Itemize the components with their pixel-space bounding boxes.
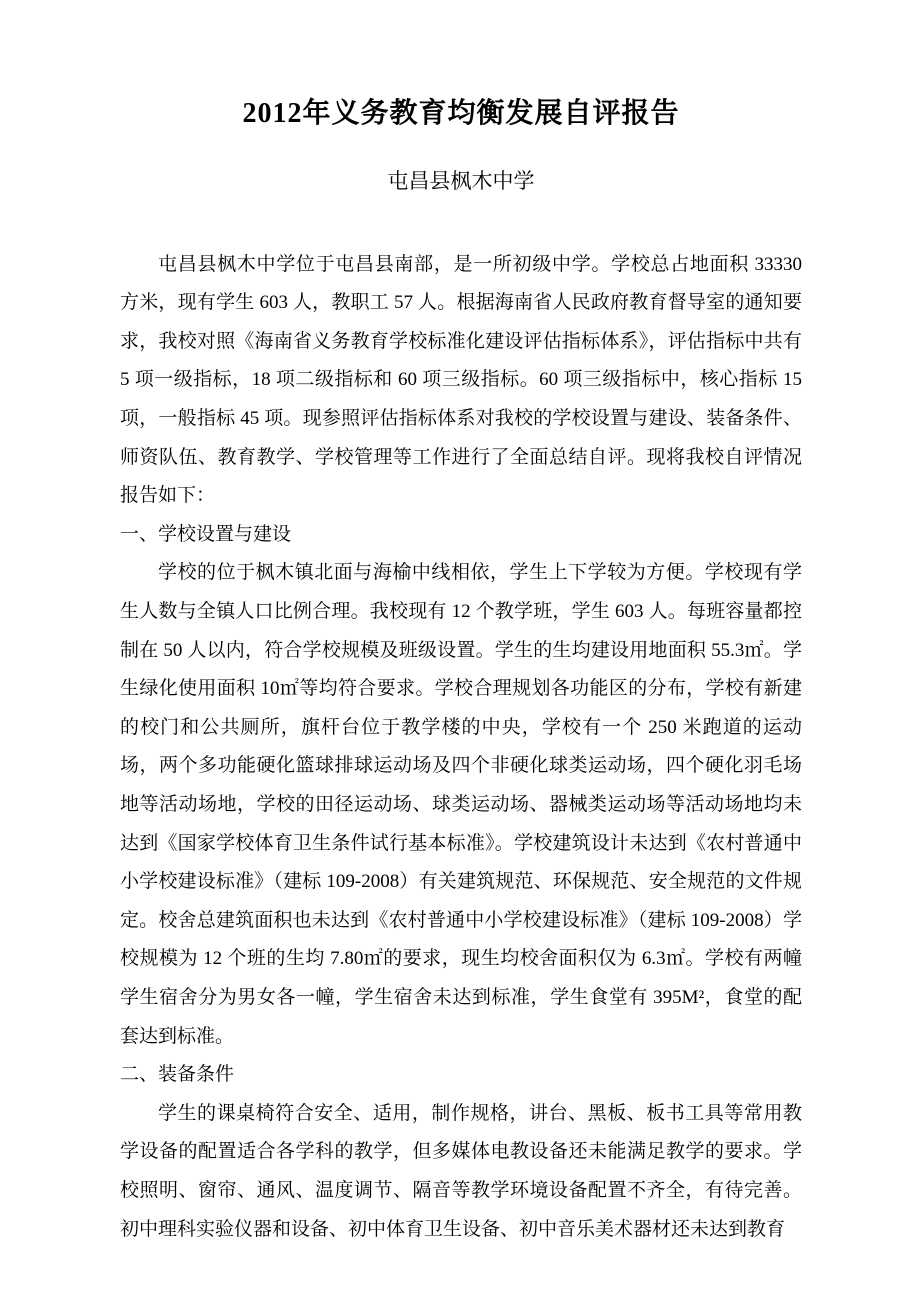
document-subtitle: 屯昌县枫木中学 <box>387 169 535 194</box>
section-2-body: 学生的课桌椅符合安全、适用，制作规格，讲台、黑板、板书工具等常用教学设备的配置适合各学科的教学，但多媒体电教设备还未能满足教学的要求。学校照明、窗帘、通风、温度调节、隔音等教学环境设备配置不齐全，有待完善。初中理科实验仪器和设备、初中体育卫生设备、初中音乐美术器材还未达到教育 <box>120 1102 802 1240</box>
section-1-body: 学校的位于枫木镇北面与海榆中线相依，学生上下学较为方便。学校现有学生人数与全镇人口比例合理。我校现有 12 个教学班，学生 603 人。每班容量都控制在 50 人以内，符合学校规模及班级设置。学生的生均建设用地面积 55.3㎡。学生绿化使用面积 10㎡等均符合要求。学校合理规划各功能区的分布，学校有新建的校门和公共厕所，旗杆台位于教学楼的中央，学校有一个 250 米跑道的运动场，两个多功能硬化篮球排球运动场及四个非硬化球类运动场，四个硬化羽毛场地等活动场地，学校的田径运动场、球类运动场、器械类运动场等活动场地均未达到《国家学校体育卫生条件试行基本标准》。学校建筑设计未达到《农村普通中小学校建设标准》（建标 109-2008）有关建筑规范、环保规范、安全规范的文件规定。校舍总建筑面积也未达到《农村普通中小学校建设标准》（建标 109-2008）学校规模为 12 个班的生均 7.80㎡的要求，现生均校舍面积仅为 6.3㎡。学校有两幢学生宿舍分为男女各一幢，学生宿舍未达到标准，学生食堂有 395M²，食堂的配套达到标准。 <box>120 562 802 1047</box>
document-title: 2012年义务教育均衡发展自评报告 <box>242 98 680 129</box>
section-2-heading: 二、装备条件 <box>120 1064 235 1086</box>
section-1-heading: 一、学校设置与建设 <box>120 523 292 545</box>
intro-paragraph: 屯昌县枫木中学位于屯昌县南部，是一所初级中学。学校总占地面积 33330 方米，现有学生 603 人，教职工 57 人。根据海南省人民政府教育督导室的通知要求，我校对照《海南省义务教育学校标准化建设评估指标体系》，评估指标中共有 5 项一级指标，18 项二级指标和 60 项三级指标。60 项三级指标中，核心指标 15 项，一般指标 45 项。现参照评估指标体系对我校的学校设置与建设、装备条件、师资队伍、教育教学、学校管理等工作进行了全面总结自评。现将我校自评情况报告如下： <box>120 253 802 507</box>
